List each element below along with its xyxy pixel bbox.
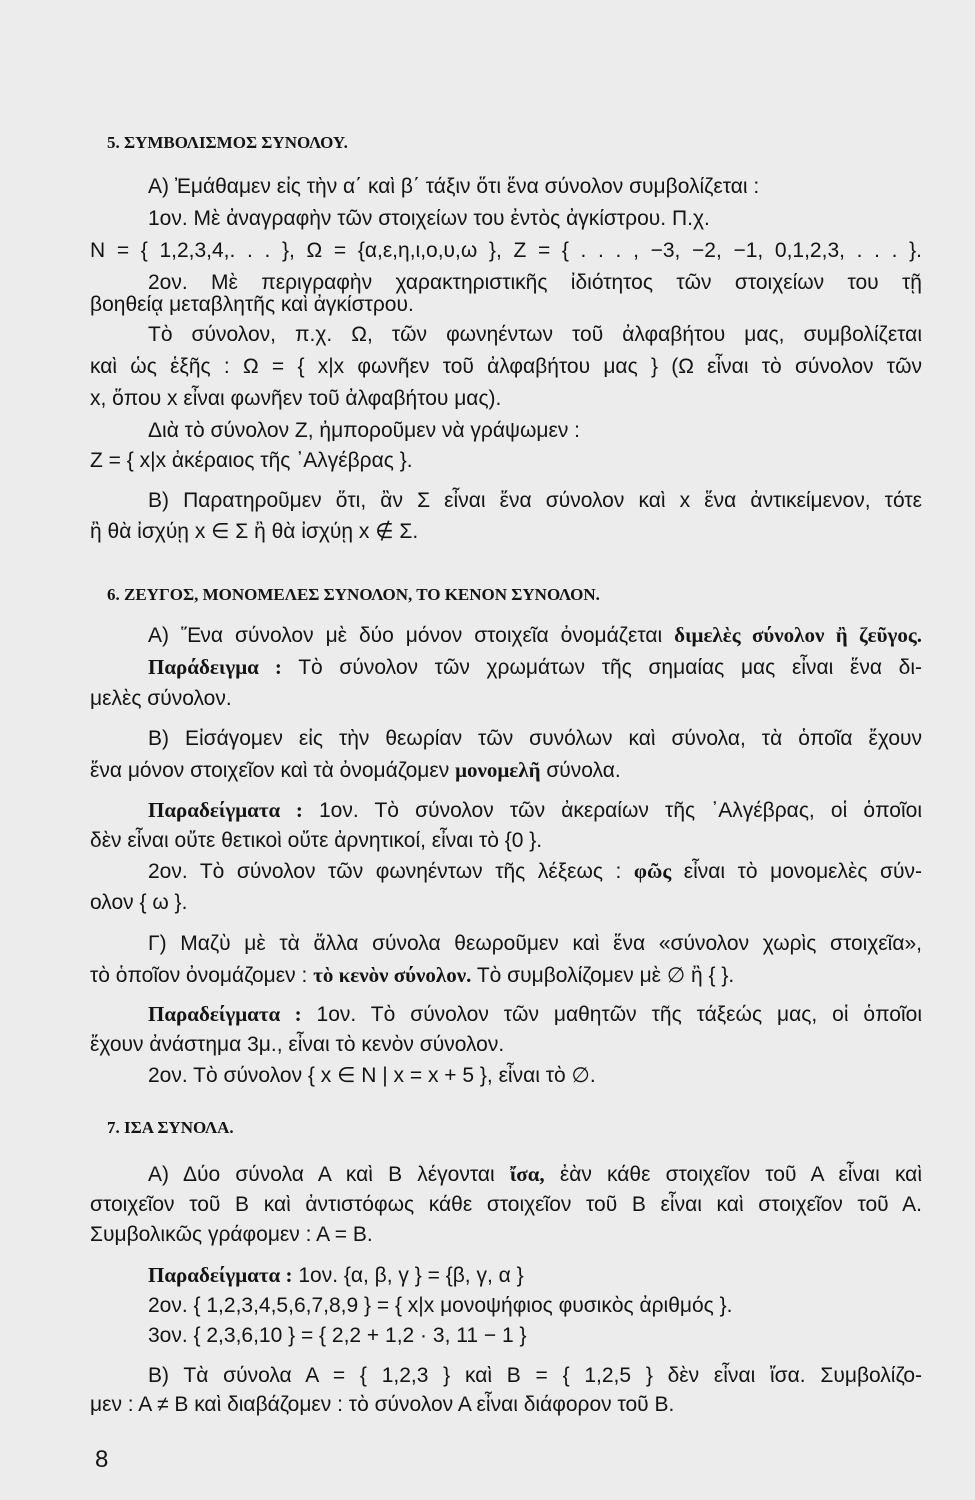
text-segment: 6. ΖΕΥΓΟΣ, ΜΟΝΟΜΕΛΕΣ ΣΥΝΟΛΟΝ, ΤΟ ΚΕΝΟΝ ΣΥΝΟΛΟΝ. (107, 585, 600, 604)
text-segment: 2ον. Τὸ σύνολον τῶν φωνηέντων τῆς λέξεως : (148, 860, 634, 883)
text-segment: στοιχεῖον τοῦ Β καὶ ἀντιστόφως κάθε στοιχεῖον τοῦ Β εἶναι καὶ στοιχεῖον τοῦ Α. (90, 1193, 922, 1216)
bold-term: Παραδείγματα : (148, 1002, 302, 1026)
text-segment: Β) Εἰσάγομεν εἰς τὴν θεωρίαν τῶν συνόλων καὶ σύνολα, τὰ ὁποῖα ἔχουν (148, 727, 922, 750)
text-line (90, 827, 922, 855)
text-segment: 5. ΣΥΜΒΟΛΙΣΜΟΣ ΣΥΝΟΛΟΥ. (107, 133, 348, 152)
text-line (148, 1160, 922, 1189)
text-line (148, 1000, 922, 1029)
text-line (90, 1221, 922, 1249)
text-segment: Διὰ τὸ σύνολον Z, ἠμποροῦμεν νὰ γράψωμεν : (148, 419, 581, 442)
text-segment: ολον { ω }. (90, 891, 188, 914)
text-segment: Z = { x|x ἀκέραιος τῆς ᾿Αλγέβρας }. (90, 449, 413, 472)
text-line (90, 447, 922, 475)
text-line (148, 1362, 922, 1390)
text-segment: Α) Ἐμάθαμεν εἰς τὴν α΄ καὶ β΄ τάξιν ὅτι ἕνα σύνολον συμβολίζεται : (148, 175, 760, 198)
text-line (148, 321, 922, 349)
text-line (148, 487, 922, 515)
text-segment: δὲν εἶναι οὔτε θετικοὶ οὔτε ἀρνητικοί, εἶναι τὸ {0 }. (90, 829, 543, 852)
text-line (148, 417, 922, 445)
text-line (90, 756, 922, 785)
text-line (90, 353, 922, 381)
text-segment: 7. ΙΣΑ ΣΥΝΟΛΑ. (107, 1118, 234, 1137)
text-line (148, 173, 922, 201)
bold-term: μονομελῆ (455, 758, 541, 782)
text-segment: ἔχουν ἀνάστημα 3μ., εἶναι τὸ κενὸν σύνολον. (90, 1033, 505, 1056)
text-segment: Α) Δύο σύνολα Α καὶ Β λέγονται (148, 1163, 510, 1186)
text-line (148, 796, 922, 825)
text-line (90, 1191, 922, 1219)
text-line (148, 930, 922, 958)
bold-term: διμελὲς σύνολον ἢ ζεῦγος. (674, 623, 922, 647)
text-segment: μεν : Α ≠ Β καὶ διαβάζομεν : τὸ σύνολον Α εἶναι διάφορον τοῦ Β. (90, 1393, 675, 1416)
text-line (90, 237, 922, 265)
bold-term: Παράδειγμα : (148, 655, 282, 679)
text-line (148, 205, 922, 233)
text-segment: καὶ ὡς ἑξῆς : Ω = { x|x φωνῆεν τοῦ ἀλφαβήτου μας } (Ω εἶναι τὸ σύνολον τῶν (90, 355, 922, 378)
bold-term: τὸ κενὸν σύνολον. (313, 963, 472, 987)
text-segment: Α) Ἕνα σύνολον μὲ δύο μόνον στοιχεῖα ὀνομάζεται (148, 624, 675, 647)
text-line (148, 857, 922, 886)
bold-term: Παραδείγματα : (148, 798, 303, 822)
text-line (90, 1031, 922, 1059)
section-heading (107, 131, 348, 155)
text-line (90, 889, 922, 917)
text-segment: Τὸ σύνολον, π.χ. Ω, τῶν φωνηέντων τοῦ ἀλφαβήτου μας, συμβολίζεται (148, 323, 922, 346)
text-segment: ἐὰν κάθε στοιχεῖον τοῦ Α εἶναι καὶ (544, 1163, 922, 1186)
text-segment: x, ὅπου x εἶναι φωνῆεν τοῦ ἀλφαβήτου μας). (90, 387, 502, 410)
text-segment: 1ον. Μὲ ἀναγραφὴν τῶν στοιχείων του ἐντὸς ἀγκίστρου. Π.χ. (148, 207, 710, 230)
text-segment: Συμβολικῶς γράφομεν : Α = Β. (90, 1223, 373, 1246)
text-segment: 1ον. Τὸ σύνολον τῶν μαθητῶν τῆς τάξεώς μας, οἱ ὁποῖοι (301, 1003, 922, 1026)
text-segment: εἶναι τὸ μονομελὲς σύν- (671, 860, 922, 883)
bold-term: Παραδείγματα : (148, 1263, 293, 1287)
text-segment: Β) Παρατηροῦμεν ὅτι, ἂν Σ εἶναι ἕνα σύνολον καὶ x ἕνα ἀντικείμενον, τότε (148, 489, 922, 512)
page-number: 8 (95, 1446, 109, 1473)
text-segment: ἢ θὰ ἰσχύῃ x ∈ Σ ἢ θὰ ἰσχύῃ x ∉ Σ. (90, 520, 419, 543)
text-line (148, 1292, 922, 1320)
text-line (148, 1062, 922, 1090)
text-segment: Γ) Μαζὺ μὲ τὰ ἄλλα σύνολα θεωροῦμεν καὶ ἕνα «σύνολον χωρὶς στοιχεῖα», (148, 932, 922, 955)
text-line (90, 291, 922, 319)
text-segment: ἕνα μόνον στοιχεῖον καὶ τὰ ὀνομάζομεν (90, 759, 456, 782)
text-line (148, 725, 922, 753)
text-segment: σύνολα. (540, 759, 621, 782)
text-segment: Τὸ σύνολον τῶν χρωμάτων τῆς σημαίας μας εἶναι ἕνα δι- (281, 656, 922, 679)
bold-term: φῶς (633, 859, 672, 883)
section-heading (107, 583, 600, 607)
text-segment: 1ον. Τὸ σύνολον τῶν ἀκεραίων τῆς ᾿Αλγέβρας, οἱ ὁποῖοι (302, 799, 922, 822)
text-segment: τὸ ὁποῖον ὀνομάζομεν : (90, 964, 314, 987)
text-line (90, 685, 922, 713)
text-segment: Τὸ συμβολίζομεν μὲ ∅ ἢ { }. (471, 964, 735, 987)
text-line (90, 518, 922, 546)
text-segment: N = { 1,2,3,4,. . . }, Ω = {α,ε,η,ι,ο,υ,ω }, Z = { . . . , −3, −2, −1, 0,1,2,3, . . . }. (90, 239, 922, 262)
text-line (148, 1322, 922, 1350)
bold-term: ἴσα, (509, 1162, 545, 1186)
text-line (148, 653, 922, 682)
text-line (90, 1391, 922, 1419)
text-segment: 3ον. { 2,3,6,10 } = { 2,2 + 1,2 · 3, 11 − 1 } (148, 1324, 527, 1347)
section-heading (107, 1116, 234, 1140)
text-segment: 2ον. Μὲ περιγραφὴν χαρακτηριστικῆς ἰδιότητος τῶν στοιχείων του τῇ (148, 271, 922, 294)
text-segment: βοηθείᾳ μεταβλητῆς καὶ ἀγκίστρου. (90, 293, 414, 316)
text-segment: 2ον. Τὸ σύνολον { x ∈ N | x = x + 5 }, εἶναι τὸ ∅. (148, 1064, 596, 1087)
text-line (90, 961, 922, 990)
text-line (90, 385, 922, 413)
text-line (148, 621, 922, 650)
text-line (148, 1261, 922, 1290)
text-segment: 1ον. {α, β, γ } = {β, γ, α } (292, 1264, 524, 1287)
text-segment: μελὲς σύνολον. (90, 687, 232, 710)
text-segment: 2ον. { 1,2,3,4,5,6,7,8,9 } = { x|x μονοψήφιος φυσικὸς ἀριθμός }. (148, 1294, 733, 1317)
text-segment: Β) Τὰ σύνολα Α = { 1,2,3 } καὶ Β = { 1,2,5 } δὲν εἶναι ἴσα. Συμβολίζο- (148, 1364, 922, 1387)
